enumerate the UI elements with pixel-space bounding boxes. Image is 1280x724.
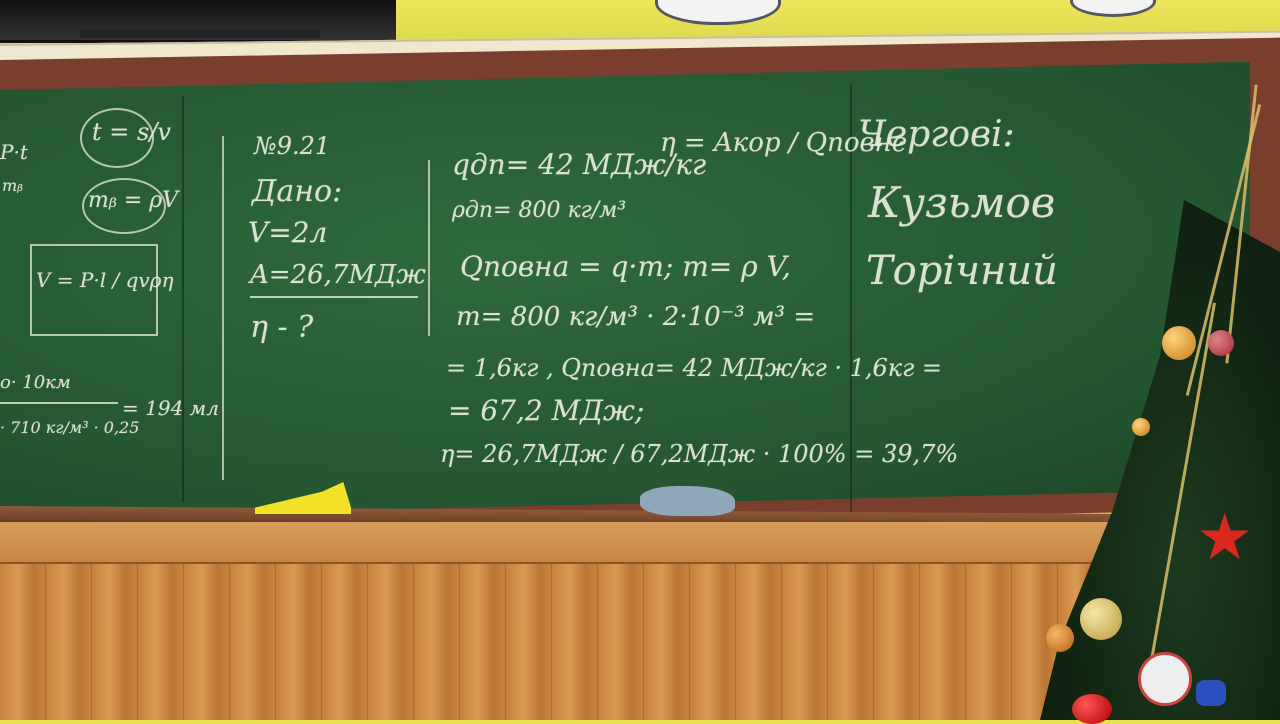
chalk-mass-calc: m= 800 кг/м³ · 2·10⁻³ м³ = <box>456 302 816 332</box>
board-rag <box>640 486 735 516</box>
chalk-duty-name-2: Торічний <box>866 248 1058 294</box>
panel-divider <box>182 96 184 502</box>
chalk-duty-label: Чергові: <box>858 114 1015 155</box>
chalk-divider <box>428 160 430 336</box>
chalk-denominator: · 710 кг/м³ · 0,25 <box>0 418 140 437</box>
chalk-work: A=26,7МДж <box>250 260 426 290</box>
chalk-underline <box>250 296 418 298</box>
ornament-ball <box>1138 652 1192 706</box>
chalk-unknown: η - ? <box>250 310 314 345</box>
chalk-formula-mg: mᵦ <box>2 176 23 195</box>
ornament-ball <box>1080 598 1122 640</box>
chalk-formula-m: mᵦ = ρV <box>88 188 179 213</box>
ornament-ball <box>1046 624 1074 652</box>
chalk-density: ρдп= 800 кг/м³ <box>452 198 627 223</box>
chalk-Q-def: Qповна = q·m; m= ρ V, <box>460 250 791 283</box>
chalk-formula-t: t = s/v <box>92 118 171 146</box>
chalk-duty-name-1: Кузьмов <box>868 178 1056 227</box>
chalk-problem-number: №9.21 <box>254 132 331 160</box>
ornament-ball <box>1132 418 1150 436</box>
chalk-result: = 194 мл <box>122 396 219 420</box>
chalk-mass-result: = 1,6кг , Qповна= 42 МДж/кг · 1,6кг = <box>446 354 942 382</box>
chalk-formula-pt: P·t <box>0 140 28 164</box>
chalk-efficiency-def: η = Aкор / Qповне <box>660 128 908 158</box>
blue-bow-ornament <box>1196 680 1226 706</box>
chalk-divider <box>222 136 224 480</box>
chalk-volume: V=2л <box>248 216 328 249</box>
wood-rail <box>0 522 1280 564</box>
chalk-fraction-bar <box>0 402 118 404</box>
chalk-dano: Дано: <box>252 174 343 209</box>
ornament-ball <box>1162 326 1196 360</box>
chalk-efficiency-calc: η= 26,7МДж / 67,2МДж · 100% = 39,7% <box>440 440 959 468</box>
ornament-ball <box>1208 330 1234 356</box>
tv-frame <box>80 30 320 38</box>
red-star-ornament: ★ <box>1196 501 1254 575</box>
chalk-formula-V: V = P·l / qvρη <box>36 268 174 292</box>
chalk-km: o· 10км <box>0 372 71 393</box>
chalk-Q-result: = 67,2 МДж; <box>448 394 645 427</box>
chalk-heat-value: qдп= 42 МДж/кг <box>452 148 707 181</box>
